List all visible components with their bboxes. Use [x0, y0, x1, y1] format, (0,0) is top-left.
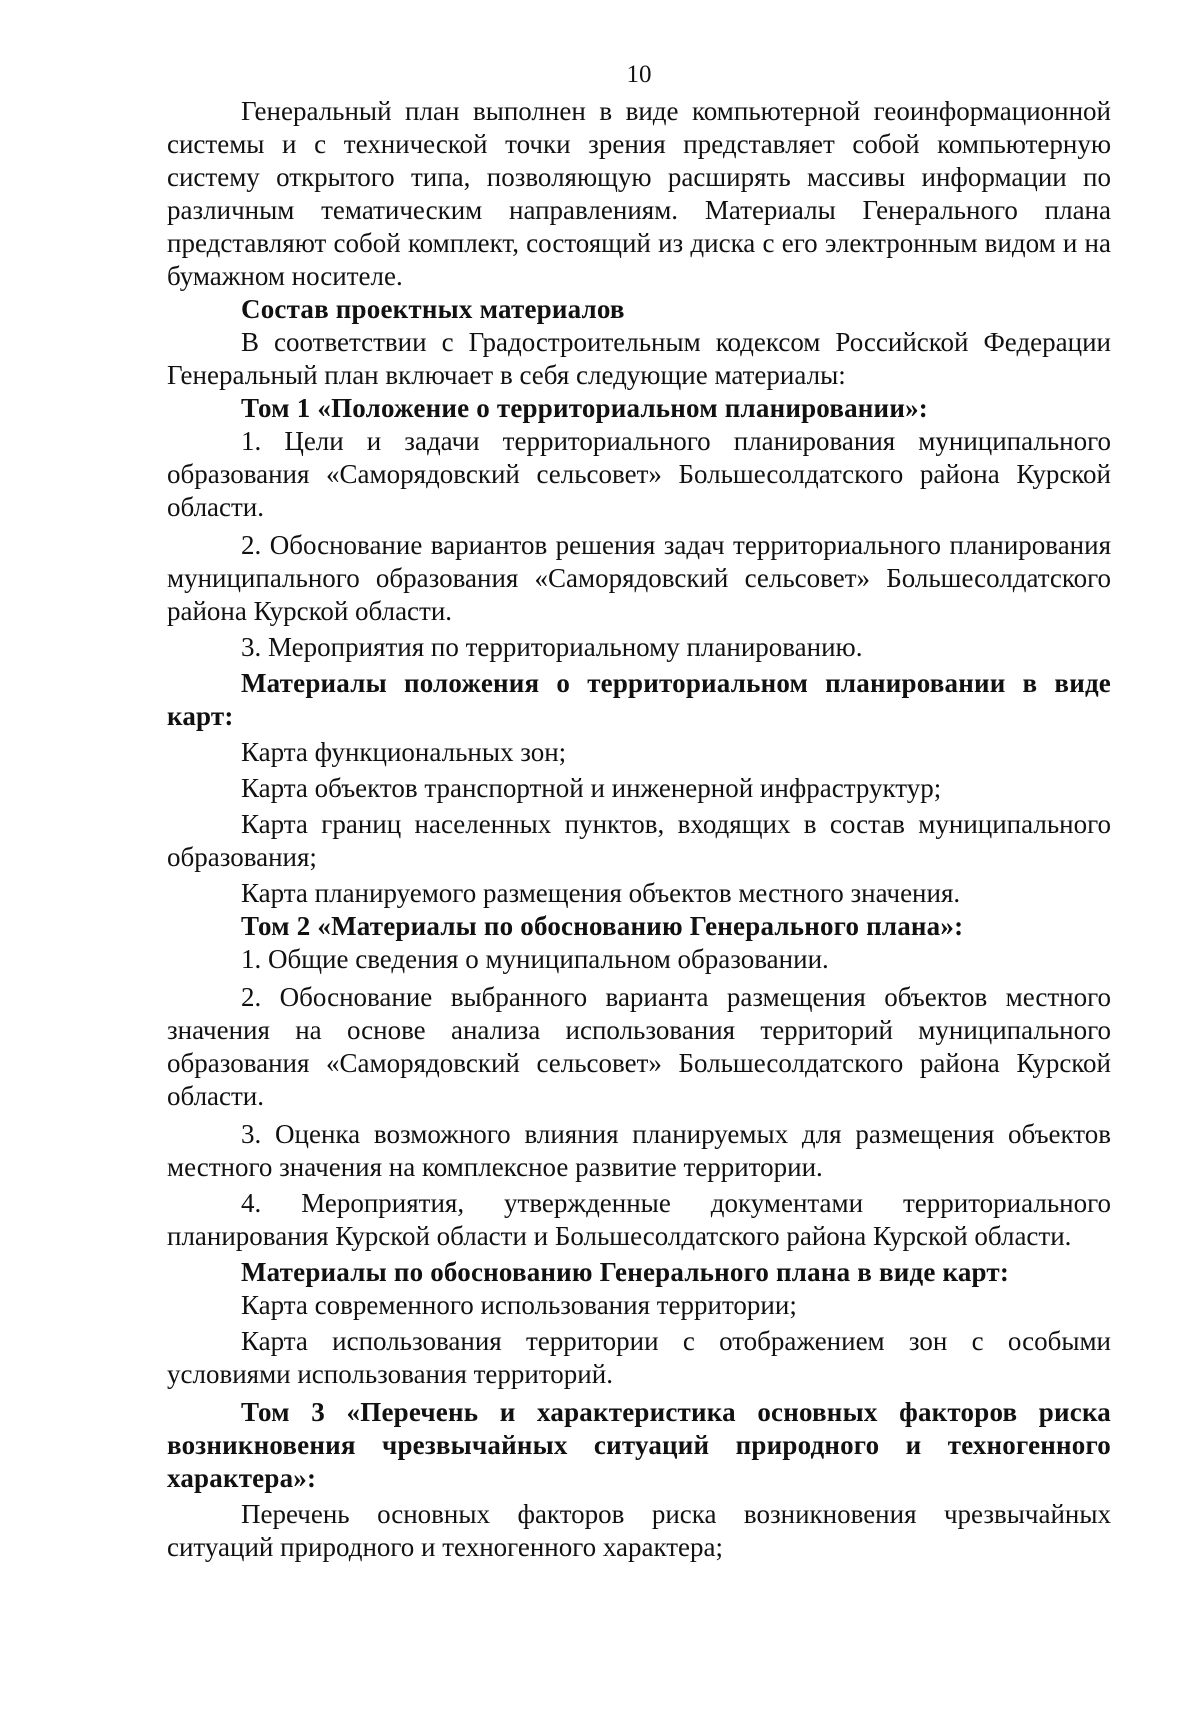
list-item: 3. Оценка возможного влияния планируемых для размещения объектов местного значения на комплексное развитие территории. — [167, 1119, 1111, 1182]
list-item: Карта использования территории с отображением зон с особыми условиями использования территорий. — [167, 1326, 1111, 1389]
heading-project-materials: Состав проектных материалов — [241, 294, 625, 324]
list-item: 2. Обоснование вариантов решения задач территориального планирования муниципального образования «Саморядовский сельсовет» Большесолдатского района Курской области. — [167, 530, 1111, 626]
list-item: Карта объектов транспортной и инженерной инфраструктур; — [241, 773, 942, 803]
list-item: 2. Обоснование выбранного варианта размещения объектов местного значения на основе анализа использования территорий муниципального образования «Саморядовский сельсовет» Большесолдатского района Курской области. — [167, 982, 1111, 1111]
heading-volume-2: Том 2 «Материалы по обоснованию Генерального плана»: — [241, 911, 964, 941]
heading-volume-2-maps: Материалы по обоснованию Генерального плана в виде карт: — [241, 1257, 1010, 1287]
intro-paragraph: Генеральный план выполнен в виде компьютерной геоинформационной системы и с технической точки зрения представляет собой компьютерную систему открытого типа, позволяющую расширять массивы информации по различным тематическим направлениям. Материалы Генерального плана представляют собой комплект, состоящий из диска с его электронным видом и на бумажном носителе. — [167, 96, 1111, 291]
list-item: Карта планируемого размещения объектов местного значения. — [241, 878, 961, 908]
list-item: Карта современного использования территории; — [241, 1290, 797, 1320]
heading-volume-3: Том 3 «Перечень и характеристика основных факторов риска возникновения чрезвычайных ситуаций природного и техногенного характера»: — [167, 1397, 1111, 1493]
heading-volume-1: Том 1 «Положение о территориальном планировании»: — [241, 393, 928, 423]
list-item: 1. Общие сведения о муниципальном образовании. — [241, 944, 829, 974]
list-item: 1. Цели и задачи территориального планирования муниципального образования «Саморядовский сельсовет» Большесолдатского района Курской области. — [167, 426, 1111, 522]
list-item: Карта границ населенных пунктов, входящих в состав муниципального образования; — [167, 809, 1111, 872]
page-number: 10 — [626, 61, 652, 88]
list-item: Перечень основных факторов риска возникновения чрезвычайных ситуаций природного и техногенного характера; — [167, 1499, 1111, 1562]
list-item: 4. Мероприятия, утвержденные документами территориального планирования Курской области и Большесолдатского района Курской области. — [167, 1188, 1111, 1251]
list-item: Карта функциональных зон; — [241, 737, 567, 767]
heading-volume-1-maps: Материалы положения о территориальном планировании в виде карт: — [167, 668, 1111, 731]
document-page — [167, 58, 1111, 1564]
list-item: 3. Мероприятия по территориальному планированию. — [241, 632, 863, 662]
materials-intro-paragraph: В соответствии с Градостроительным кодексом Российской Федерации Генеральный план включает в себя следующие материалы: — [167, 327, 1111, 390]
